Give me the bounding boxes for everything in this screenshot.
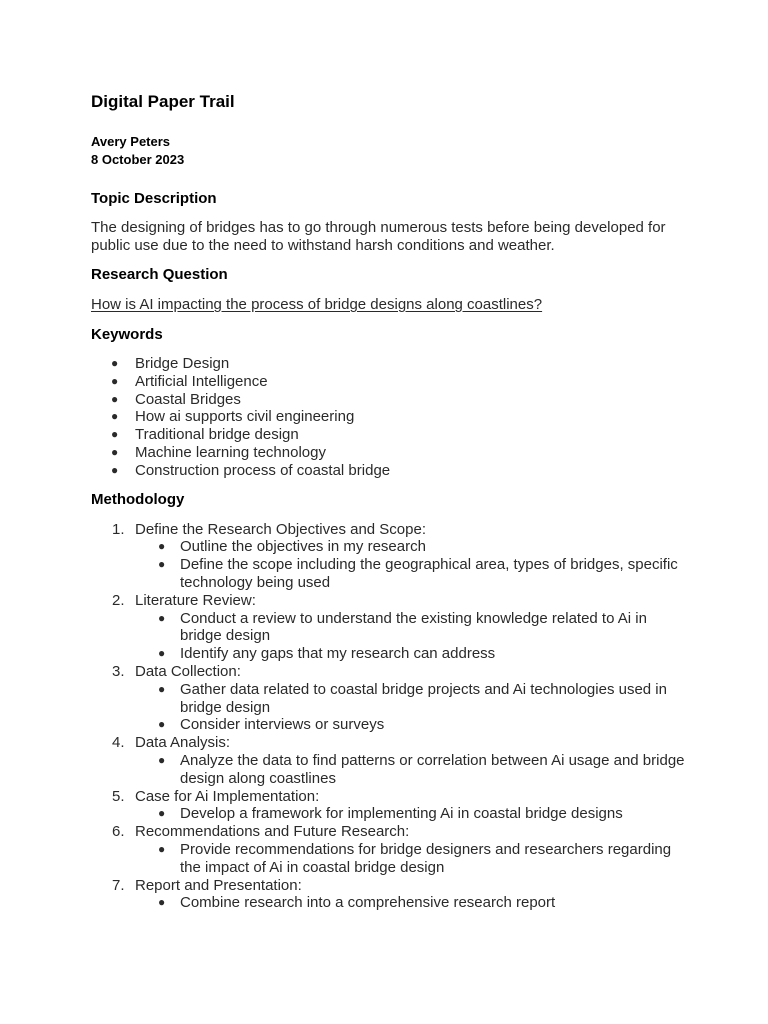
subitem-text: Outline the objectives in my research — [180, 538, 426, 556]
step-subitem — [135, 894, 691, 912]
step-number: 7. — [112, 876, 125, 894]
methodology-step — [91, 592, 691, 663]
subitem-text: Develop a framework for implementing Ai in coastal bridge designs — [180, 805, 623, 823]
bullet-icon: ● — [158, 557, 166, 572]
bullet-icon: ● — [158, 752, 166, 767]
keyword-item — [91, 444, 691, 462]
research-question-text: How is AI impacting the process of bridge designs along coastlines? — [91, 296, 543, 313]
topic-description: The designing of bridges has to go through numerous tests before being developed for public use due to the need to withstand harsh conditions and weather. — [91, 219, 666, 254]
step-number: 3. — [112, 662, 125, 680]
keyword-text: How ai supports civil engineering — [135, 408, 355, 426]
methodology-step — [91, 788, 691, 824]
bullet-icon: ● — [111, 444, 119, 459]
step-label: Report and Presentation: — [135, 876, 302, 894]
step-subitem — [135, 556, 691, 592]
step-subitem — [135, 752, 691, 788]
step-subitems — [135, 538, 691, 591]
step-number: 2. — [112, 591, 125, 609]
methodology-step — [91, 734, 691, 787]
document-page — [91, 92, 691, 912]
subitem-text: Define the scope including the geographical area, types of bridges, specific technology being used — [180, 556, 678, 591]
bullet-icon: ● — [158, 610, 166, 625]
step-subitem — [135, 716, 691, 734]
keyword-text: Construction process of coastal bridge — [135, 461, 391, 479]
subitem-text: Conduct a review to understand the existing knowledge related to Ai in bridge design — [180, 609, 647, 645]
keywords-heading: Keywords — [91, 326, 163, 343]
methodology-step — [91, 823, 691, 876]
keyword-item — [91, 355, 691, 373]
step-label: Literature Review: — [135, 591, 256, 609]
step-subitem — [135, 610, 691, 646]
keyword-text: Bridge Design — [135, 355, 230, 372]
bullet-icon: ● — [158, 806, 166, 821]
step-number: 4. — [112, 734, 125, 752]
methodology-step — [91, 663, 691, 734]
subitem-text: Consider interviews or surveys — [180, 716, 385, 734]
step-subitem — [135, 805, 691, 823]
step-label: Define the Research Objectives and Scope: — [135, 520, 426, 538]
keyword-item — [91, 391, 691, 409]
step-subitem — [135, 538, 691, 556]
step-subitems — [135, 681, 691, 734]
bullet-icon: ● — [111, 427, 119, 442]
bullet-icon: ● — [158, 895, 166, 910]
bullet-icon: ● — [158, 681, 166, 696]
step-label: Recommendations and Future Research: — [135, 823, 410, 841]
methodology-step — [91, 521, 691, 592]
keyword-text: Traditional bridge design — [135, 426, 299, 444]
step-subitem — [135, 645, 691, 663]
step-label: Data Collection: — [135, 662, 241, 680]
step-subitem — [135, 841, 691, 877]
keyword-text: Machine learning technology — [135, 443, 326, 461]
subitem-text: Identify any gaps that my research can address — [180, 645, 496, 663]
subitem-text: Gather data related to coastal bridge projects and Ai technologies used in bridge design — [180, 680, 667, 716]
step-subitems — [135, 610, 691, 663]
step-label: Case for Ai Implementation: — [135, 787, 320, 805]
keyword-item — [91, 408, 691, 426]
step-number: 5. — [112, 787, 125, 805]
bullet-icon: ● — [111, 462, 119, 477]
author-name: Avery Peters — [91, 134, 171, 149]
bullet-icon: ● — [158, 717, 166, 732]
bullet-icon: ● — [111, 409, 119, 424]
keyword-item — [91, 426, 691, 444]
topic-heading: Topic Description — [91, 190, 217, 207]
step-label: Data Analysis: — [135, 734, 231, 752]
bullet-icon: ● — [111, 356, 119, 370]
methodology-heading: Methodology — [91, 490, 185, 508]
step-subitems — [135, 841, 691, 877]
methodology-list — [91, 521, 691, 913]
step-subitem — [135, 681, 691, 717]
bullet-icon: ● — [111, 373, 119, 388]
keyword-text: Coastal Bridges — [135, 390, 241, 408]
document-date: 8 October 2023 — [91, 152, 185, 167]
methodology-step — [91, 877, 691, 913]
step-subitems — [135, 805, 691, 823]
subitem-text: Combine research into a comprehensive research report — [180, 894, 556, 912]
subitem-text: Analyze the data to find patterns or correlation between Ai usage and bridge design along coastlines — [180, 751, 685, 787]
step-number: 6. — [112, 823, 125, 841]
keyword-item — [91, 462, 691, 480]
document-title: Digital Paper Trail — [91, 92, 235, 111]
research-question-heading: Research Question — [91, 266, 228, 283]
step-subitems — [135, 894, 691, 912]
subitem-text: Provide recommendations for bridge designers and researchers regarding the impact of Ai in coastal bridge design — [180, 840, 672, 876]
bullet-icon: ● — [158, 539, 166, 554]
keyword-text: Artificial Intelligence — [135, 372, 268, 390]
step-number: 1. — [112, 520, 125, 538]
keyword-item — [91, 373, 691, 391]
step-subitems — [135, 752, 691, 788]
bullet-icon: ● — [158, 646, 166, 661]
author-block — [91, 133, 691, 169]
bullet-icon: ● — [158, 841, 166, 856]
bullet-icon: ● — [111, 391, 119, 406]
keyword-list — [91, 355, 691, 480]
